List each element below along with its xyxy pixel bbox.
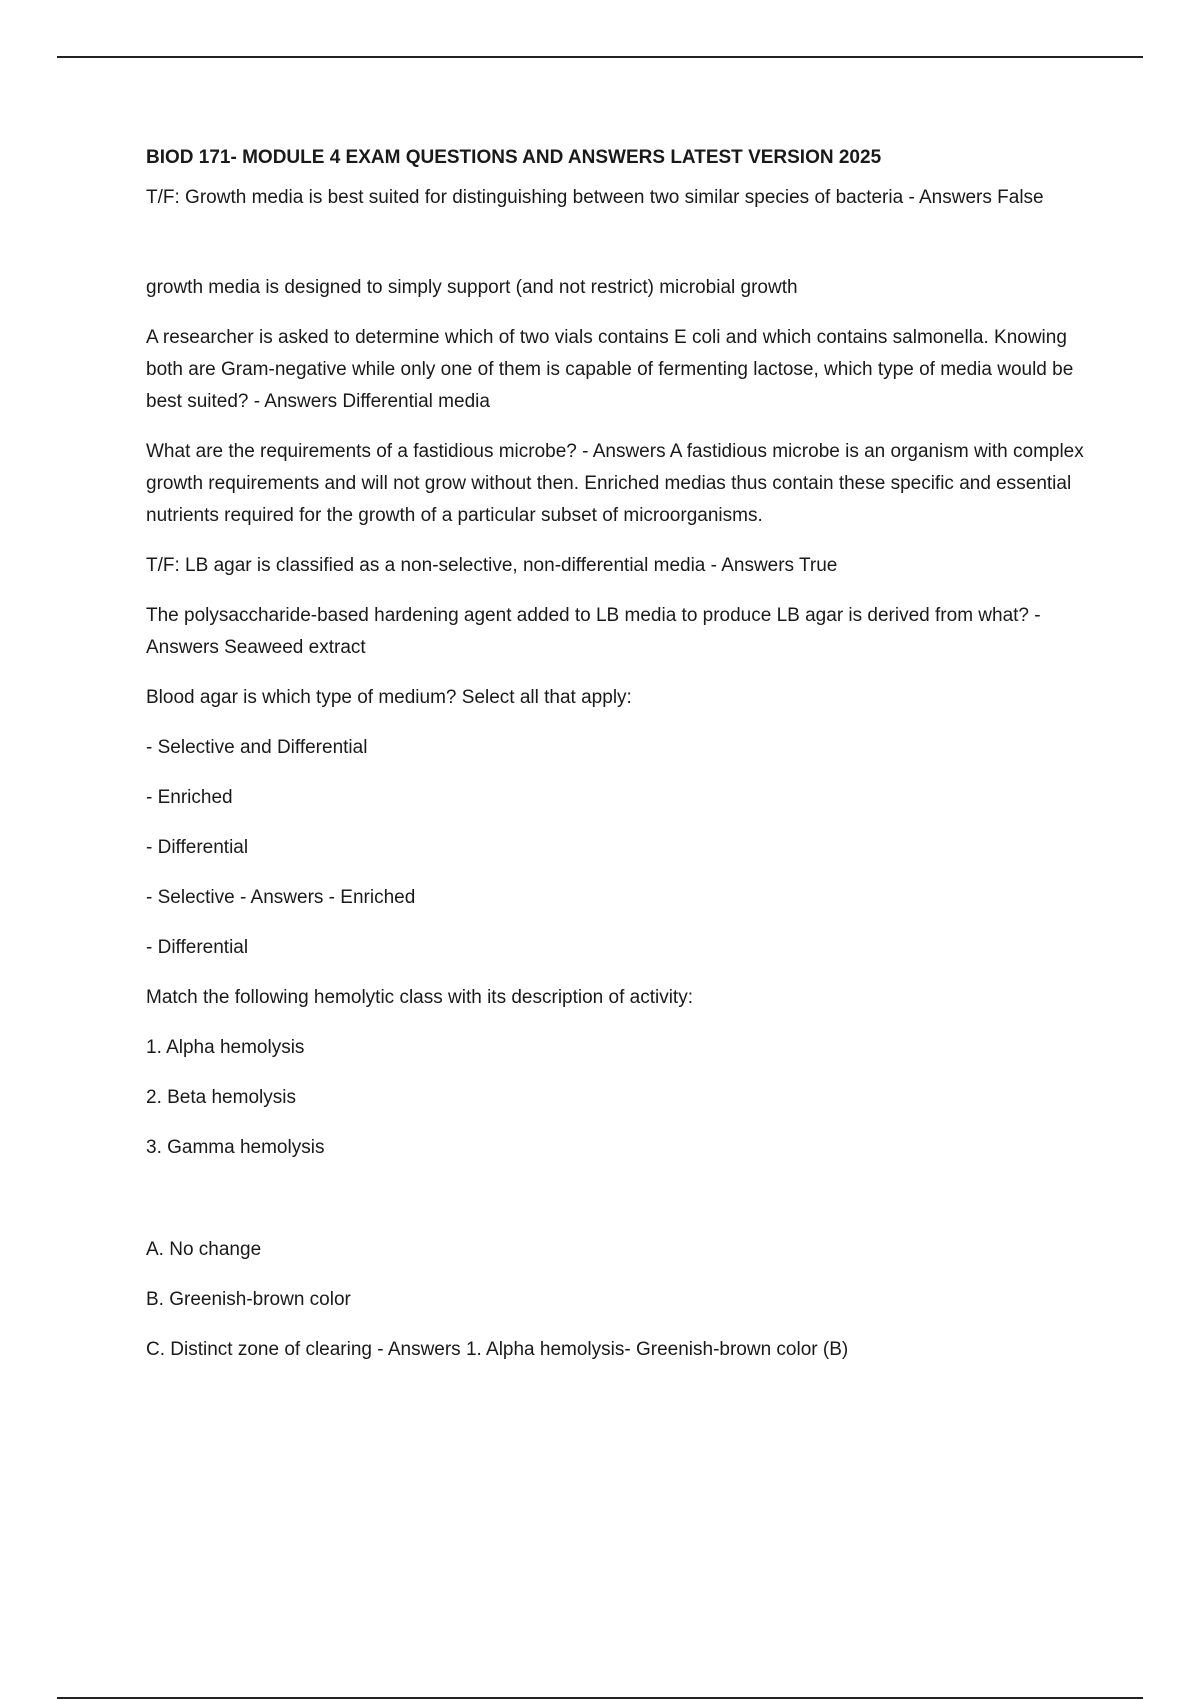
list-item: - Differential <box>146 937 249 958</box>
question-fastidious-microbe: What are the requirements of a fastidious microbe? - Answers A fastidious microbe is an organism with complex growth requirements and will not grow without then. Enriched medias thus contain these specific and essential nutrients required for the growth of a particular subset of microorganisms. <box>146 441 1084 526</box>
explanation-growth-media: growth media is designed to simply support (and not restrict) microbial growth <box>146 277 798 298</box>
list-item: C. Distinct zone of clearing - Answers 1. Alpha hemolysis- Greenish-brown color (B) <box>146 1339 849 1360</box>
bottom-rule <box>57 1697 1143 1699</box>
question-hemolytic-match: Match the following hemolytic class with its description of activity: <box>146 987 693 1008</box>
list-item: 3. Gamma hemolysis <box>146 1137 325 1158</box>
question-lb-agar-tf: T/F: LB agar is classified as a non-selective, non-differential media - Answers True <box>146 555 838 576</box>
list-item: B. Greenish-brown color <box>146 1289 351 1310</box>
list-item: - Enriched <box>146 787 233 808</box>
document-body <box>146 146 1086 1366</box>
list-item: 1. Alpha hemolysis <box>146 1037 305 1058</box>
question-hardening-agent: The polysaccharide-based hardening agent added to LB media to produce LB agar is derived from what? - Answers Seaweed extract <box>146 605 1041 658</box>
list-item: - Selective - Answers - Enriched <box>146 887 416 908</box>
top-rule <box>57 56 1143 58</box>
list-item: A. No change <box>146 1239 262 1260</box>
question-growth-media-tf: T/F: Growth media is best suited for distinguishing between two similar species of bacteria - Answers False <box>146 187 1044 208</box>
list-item: 2. Beta hemolysis <box>146 1087 296 1108</box>
question-blood-agar: Blood agar is which type of medium? Select all that apply: <box>146 687 632 708</box>
list-item: - Differential <box>146 837 249 858</box>
document-title: BIOD 171- MODULE 4 EXAM QUESTIONS AND ANSWERS LATEST VERSION 2025 <box>146 147 882 168</box>
list-item: - Selective and Differential <box>146 737 368 758</box>
question-ecoli-salmonella: A researcher is asked to determine which of two vials contains E coli and which contains salmonella. Knowing both are Gram-negative while only one of them is capable of fermenting lactose, which type of media would be best suited? - Answers Differential media <box>146 327 1074 412</box>
